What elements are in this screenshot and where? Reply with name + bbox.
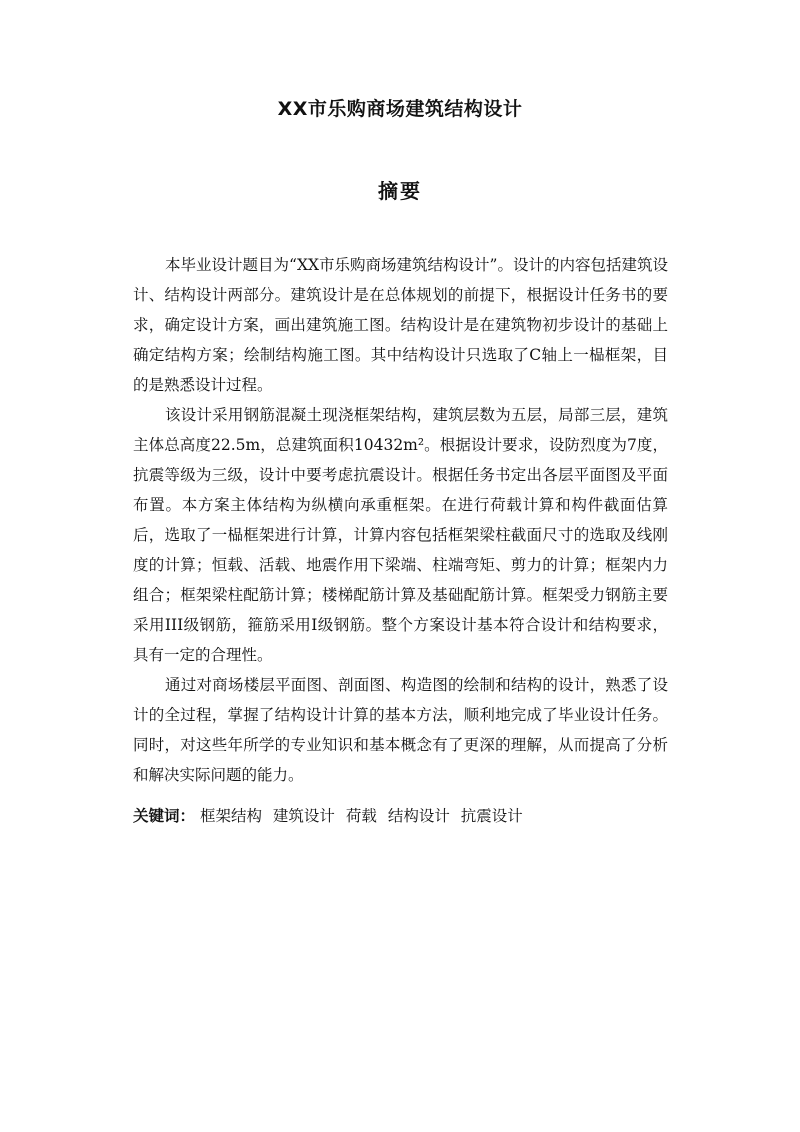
keywords-label: 关键词： [133, 807, 196, 825]
keyword: 建筑设计 [272, 807, 335, 825]
keywords-line [133, 803, 668, 829]
abstract-paragraph: 该设计采用钢筋混凝土现浇框架结构，建筑层数为五层，局部三层，建筑主体总高度22.5m，总建筑面积10432m²。根据设计要求，设防烈度为7度，抗震等级为三级，设计中要考虑抗震设计。根据任务书定出各层平面图及平面布置。本方案主体结构为纵横向承重框架。在进行荷载计算和构件截面估算后，选取了一榀框架进行计算，计算内容包括框架梁柱截面尺寸的选取及线刚度的计算；恒载、活载、地震作用下梁端、柱端弯矩、剪力的计算；框架内力组合；框架梁柱配筋计算；楼梯配筋计算及基础配筋计算。框架受力钢筋主要采用III级钢筋，箍筋采用I级钢筋。整个方案设计基本符合设计和结构要求，具有一定的合理性。 [133, 406, 668, 664]
keyword: 荷载 [345, 807, 377, 825]
document-title: XX市乐购商场建筑结构设计 [277, 98, 523, 120]
keyword: 框架结构 [199, 807, 262, 825]
abstract-body [133, 250, 668, 790]
keyword: 结构设计 [387, 807, 450, 825]
abstract-heading: 摘要 [378, 179, 422, 203]
abstract-paragraph: 通过对商场楼层平面图、剖面图、构造图的绘制和结构的设计，熟悉了设计的全过程，掌握了结构设计计算的基本方法，顺利地完成了毕业设计任务。同时，对这些年所学的专业知识和基本概念有了更深的理解，从而提高了分析和解决实际问题的能力。 [133, 676, 668, 784]
abstract-paragraph: 本毕业设计题目为“XX市乐购商场建筑结构设计”。设计的内容包括建筑设计、结构设计两部分。建筑设计是在总体规划的前提下，根据设计任务书的要求，确定设计方案，画出建筑施工图。结构设计是在建筑物初步设计的基础上确定结构方案；绘制结构施工图。其中结构设计只选取了C轴上一榀框架，目的是熟悉设计过程。 [133, 256, 668, 394]
keyword: 抗震设计 [460, 807, 523, 825]
